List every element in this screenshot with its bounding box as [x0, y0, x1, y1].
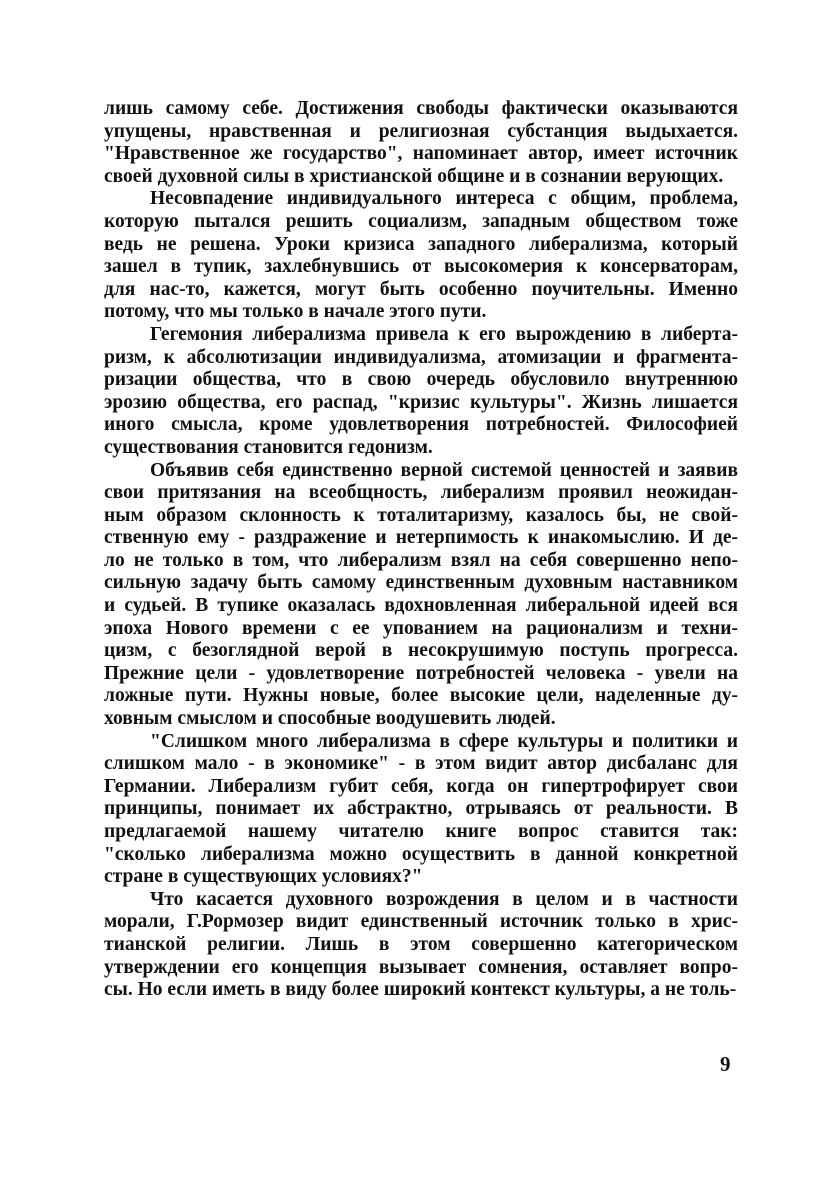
- text-line: "сколько либерализма можно осуществить в данной конкретной: [104, 843, 738, 865]
- text-line: ным образом склонность к тоталитаризму, казалось бы, не свой-: [104, 504, 738, 526]
- paragraph: [104, 889, 738, 1002]
- text-line: иного смысла, кроме удовлетворения потребностей. Философией: [104, 414, 738, 436]
- text-line: эрозию общества, его распад, "кризис культуры". Жизнь лишается: [104, 391, 738, 413]
- text-line: цизм, с безоглядной верой в несокрушимую поступь прогресса.: [104, 640, 738, 662]
- text-line: существования становится гедонизм.: [104, 436, 433, 458]
- paragraph: [104, 98, 738, 188]
- text-line: Гегемония либерализма привела к его вырождению в либерта-: [150, 323, 738, 345]
- text-line: тианской религии. Лишь в этом совершенно категорическом: [104, 933, 738, 955]
- text-line: утверждении его концепция вызывает сомнения, оставляет вопро-: [104, 956, 738, 978]
- text-line: ло не только в том, что либерализм взял на себя совершенно непо-: [104, 549, 738, 571]
- paragraph: [104, 324, 738, 460]
- text-line: морали, Г.Рормозер видит единственный источник только в хрис-: [104, 911, 738, 933]
- paragraph: [104, 731, 738, 889]
- page-number: 9: [720, 1052, 731, 1076]
- text-line: и судьей. В тупике оказалась вдохновленная либеральной идеей вся: [104, 595, 738, 617]
- text-line: Объявив себя единственно верной системой ценностей и заявив: [150, 459, 738, 481]
- text-line: зашел в тупик, захлебнувшись от высокомерия к консерваторам,: [104, 256, 738, 278]
- text-line: слишком мало - в экономике" - в этом видит автор дисбаланс для: [104, 753, 738, 775]
- text-line: Прежние цели - удовлетворение потребностей человека - увели на: [104, 662, 738, 684]
- text-line: стране в существующих условиях?": [104, 866, 423, 888]
- text-line: сильную задачу быть самому единственным духовным наставником: [104, 572, 738, 594]
- text-line: потому, что мы только в начале этого пути.: [104, 301, 487, 323]
- text-line: сы. Но если иметь в виду более широкий контекст культуры, а не толь-: [104, 979, 737, 1001]
- text-line: лишь самому себе. Достижения свободы фактически оказываются: [104, 98, 738, 119]
- paragraph: [104, 188, 738, 324]
- text-line: принципы, понимает их абстрактно, отрываясь от реальности. В: [104, 798, 738, 820]
- page-body: [104, 98, 738, 1002]
- text-line: предлагаемой нашему читателю книге вопрос ставится так:: [104, 821, 738, 842]
- text-line: ведь не решена. Уроки кризиса западного либерализма, который: [104, 233, 738, 255]
- text-line: своей духовной силы в христианской общине и в сознании верующих.: [104, 165, 724, 187]
- text-line: для нас-то, кажется, могут быть особенно поучительны. Именно: [104, 278, 738, 300]
- text-line: ховным смыслом и способные воодушевить людей.: [104, 708, 556, 730]
- text-line: "Нравственное же государство", напоминает автор, имеет источник: [104, 143, 738, 165]
- text-line: ложные пути. Нужны новые, более высокие цели, наделенные ду-: [104, 685, 738, 707]
- text-line: "Слишком много либерализма в сфере культуры и политики и: [150, 730, 738, 752]
- text-line: которую пытался решить социализм, западным обществом тоже: [104, 210, 738, 232]
- text-line: ризации общества, что в свою очередь обусловило внутреннюю: [104, 369, 738, 391]
- text-line: Несовпадение индивидуального интереса с общим, проблема,: [150, 188, 738, 210]
- text-line: упущены, нравственная и религиозная субстанция выдыхается.: [104, 120, 738, 142]
- text-line: эпоха Нового времени с ее упованием на рационализм и техни-: [104, 617, 738, 639]
- text-line: ризм, к абсолютизации индивидуализма, атомизации и фрагмента-: [104, 346, 738, 368]
- text-line: ственную ему - раздражение и нетерпимость к инакомыслию. И де-: [104, 527, 738, 549]
- text-line: свои притязания на всеобщность, либерализм проявил неожидан-: [104, 482, 738, 504]
- text-line: Что касается духовного возрождения в целом и в частности: [150, 888, 738, 910]
- text-line: Германии. Либерализм губит себя, когда он гипертрофирует свои: [104, 775, 738, 797]
- paragraph: [104, 460, 738, 731]
